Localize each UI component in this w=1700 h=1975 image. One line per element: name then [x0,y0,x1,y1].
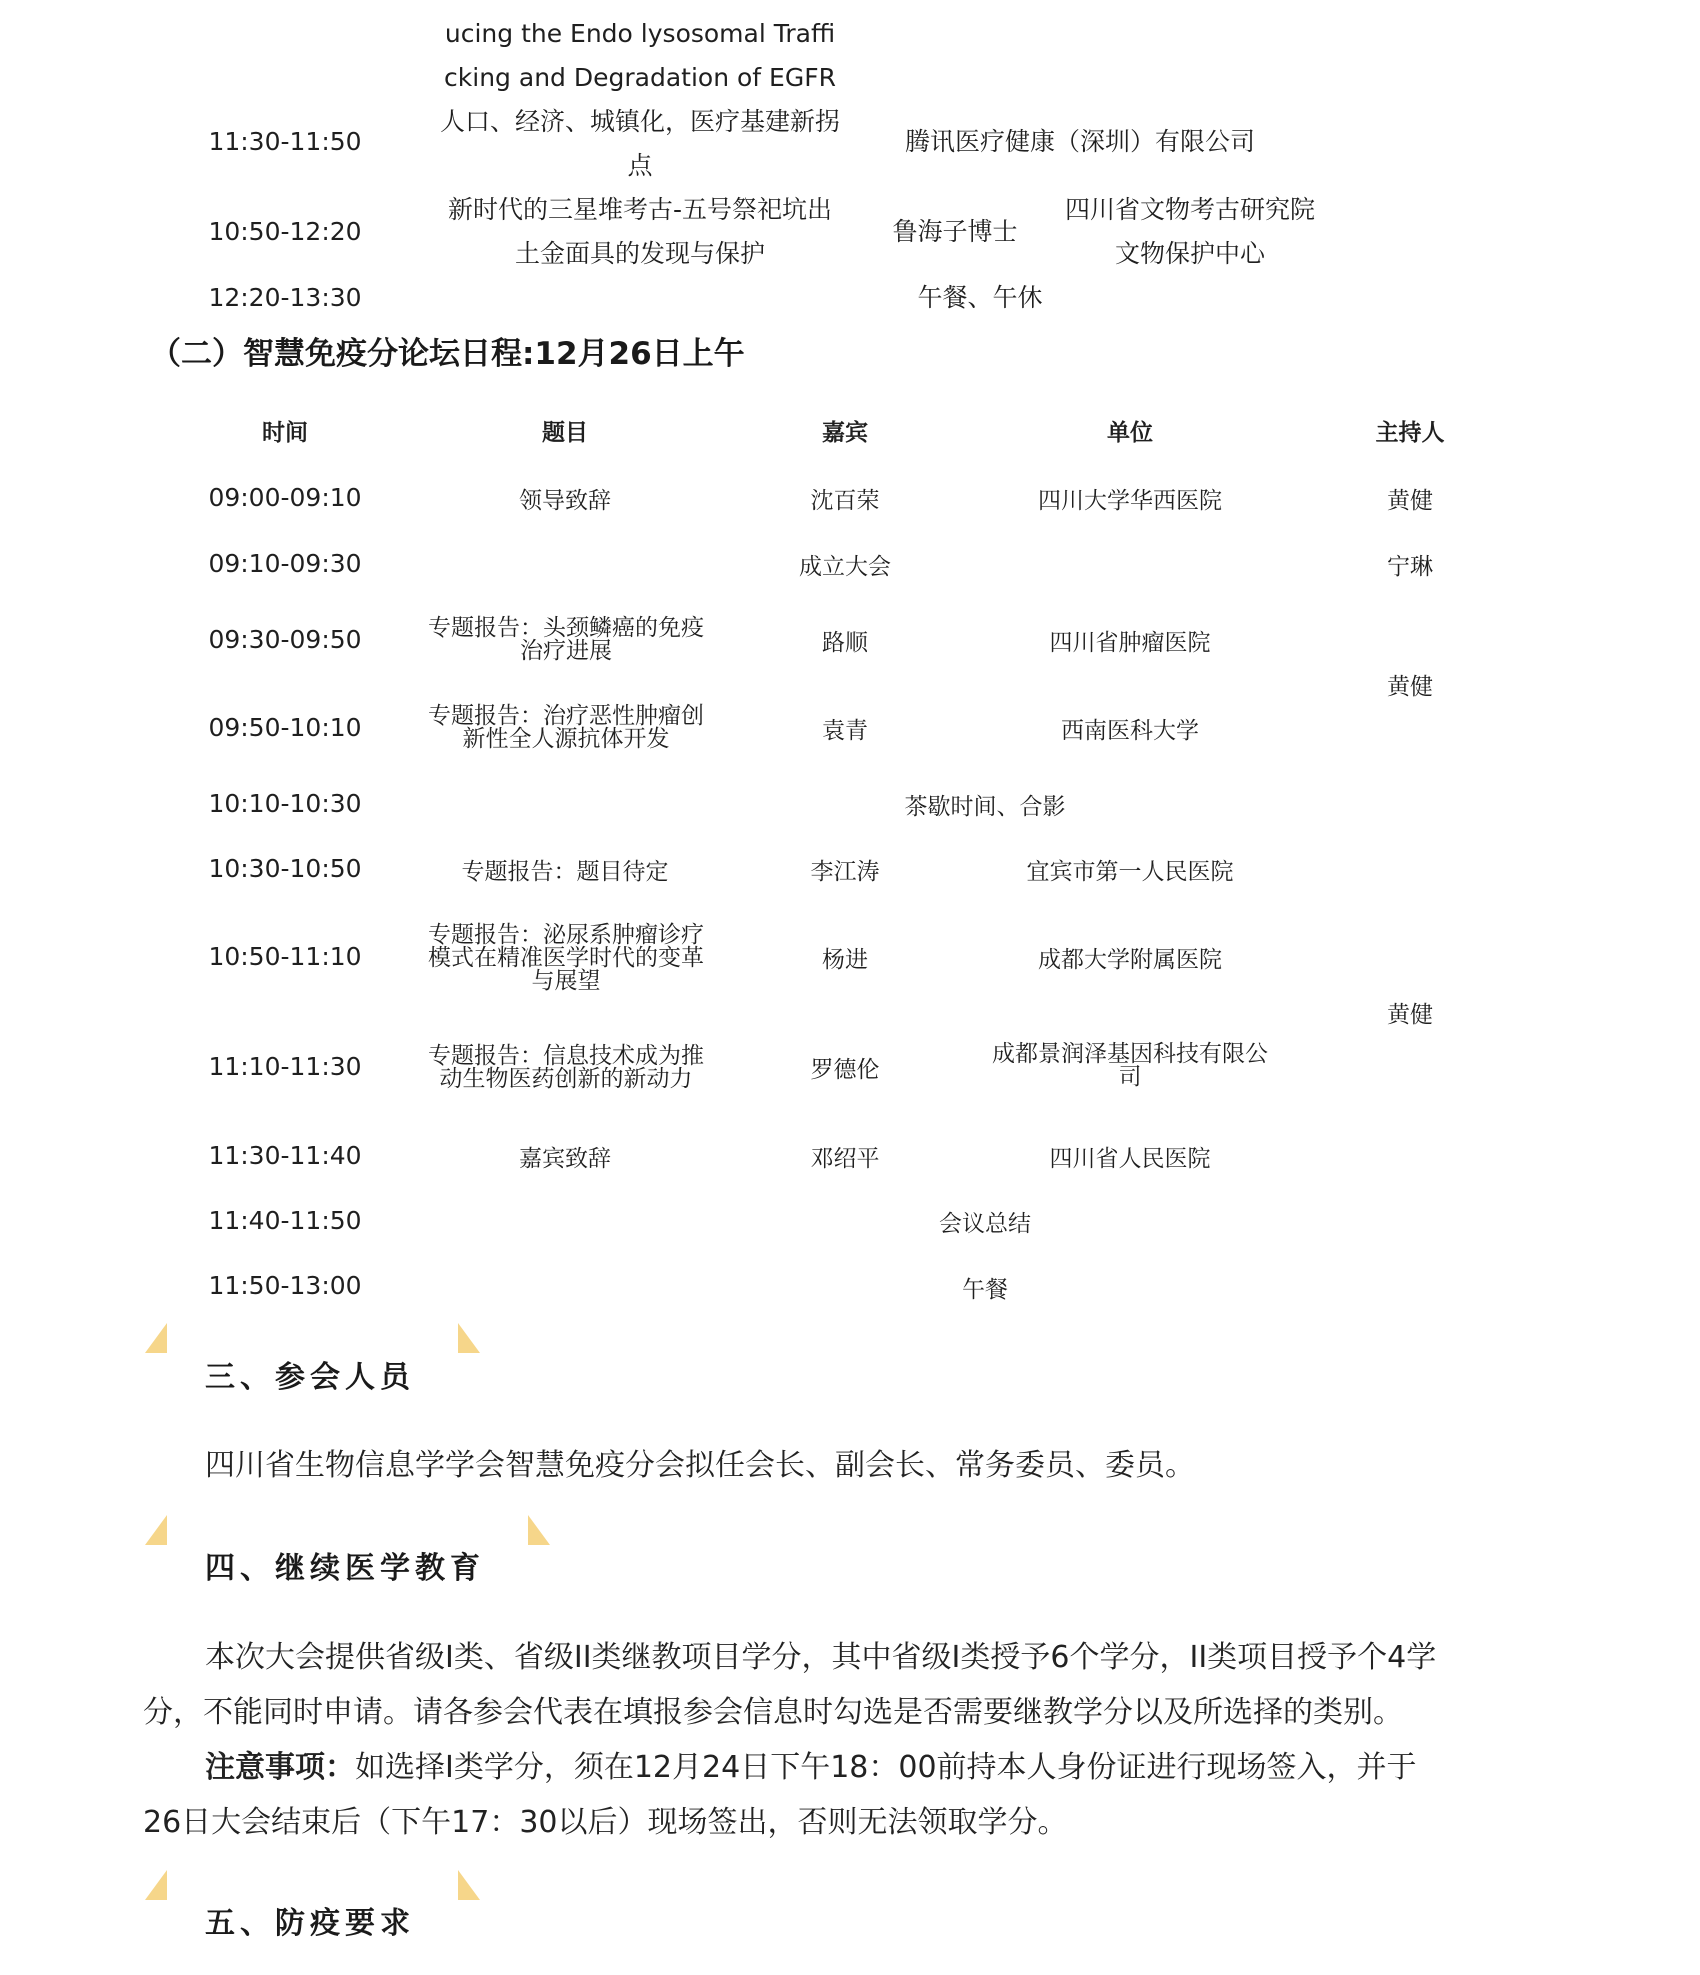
unit-cell: 四川省文物考古研究院 文物保护中心 [1064,195,1315,268]
guest-cell: 邓绍平 [810,1145,880,1172]
merged-cell: 午餐、午休 [917,283,1043,312]
unit-cell: 四川大学华西医院 [1038,487,1222,514]
topic-cell: 嘉宾致辞 [519,1145,611,1172]
guest-cell: 李江涛 [810,858,880,885]
topic-cell: 人口、经济、城镇化，医疗基建新拐 点 [439,107,840,180]
corner-triangle-left [145,1323,167,1353]
topic-cell: 专题报告：信息技术成为推动生物医药创新的新动力 [428,1043,704,1092]
topic-cell: ucing the Endo lysosomal Traffi cking and Degradation of EGFR [444,19,836,92]
time-cell: 09:10-09:30 [208,549,362,578]
guest-cell: 罗德伦 [810,1056,880,1083]
host-cell: 黄健 [1387,1001,1433,1028]
time-cell: 10:10-10:30 [208,789,362,818]
guest-cell: 沈百荣 [810,487,880,514]
host-cell: 宁琳 [1387,553,1433,580]
merged-cell: 会议总结 [939,1210,1031,1237]
header-unit: 单位 [1107,419,1153,446]
header-guest: 嘉宾 [822,419,868,446]
section-body-line: 本次大会提供省级I类、省级II类继教项目学分，其中省级I类授予6个学分，II类项目授予个4学 [205,1640,1437,1675]
unit-cell: 西南医科大学 [1061,717,1199,744]
note-label: 注意事项： [205,1750,355,1785]
corner-triangle-right [458,1870,480,1900]
time-cell: 11:10-11:30 [208,1052,362,1081]
time-cell: 11:30-11:50 [208,127,362,156]
time-cell: 09:00-09:10 [208,483,362,512]
time-cell: 11:40-11:50 [208,1206,362,1235]
merged-cell: 茶歇时间、合影 [904,793,1066,820]
topic-cell: 专题报告：治疗恶性肿瘤创新性全人源抗体开发 [428,703,704,752]
section-body-line: 分，不能同时申请。请各参会代表在填报参会信息时勾选是否需要继教学分以及所选择的类别。 [143,1695,1403,1730]
topic-cell: 专题报告：头颈鳞癌的免疫治疗进展 [428,615,704,664]
section-title: 五、防疫要求 [205,1906,415,1941]
guest-cell: 杨进 [822,946,868,973]
section-title: 四、继续医学教育 [205,1551,485,1586]
time-cell: 12:20-13:30 [208,283,362,312]
speaker-cell: 鲁海子博士 [892,217,1018,246]
time-cell: 11:30-11:40 [208,1141,362,1170]
merged-cell: 午餐 [962,1276,1008,1303]
time-cell: 10:50-12:20 [208,217,362,246]
corner-triangle-left [145,1515,167,1545]
time-cell: 11:50-13:00 [208,1271,362,1300]
time-cell: 09:50-10:10 [208,713,362,742]
topic-cell: 领导致辞 [519,487,611,514]
section-heading: （二）智慧免疫分论坛日程:12月26日上午 [150,336,745,372]
header-time: 时间 [262,419,308,446]
time-cell: 10:30-10:50 [208,854,362,883]
guest-cell: 袁青 [822,717,868,744]
corner-triangle-right [458,1323,480,1353]
unit-cell: 腾讯医疗健康（深圳）有限公司 [904,127,1255,156]
header-host: 主持人 [1375,419,1445,446]
section-title: 三、参会人员 [205,1360,415,1395]
unit-cell: 成都景润泽基因科技有限公司 [992,1041,1268,1090]
guest-cell: 成立大会 [799,553,891,580]
host-cell: 黄健 [1387,673,1433,700]
corner-triangle-right [528,1515,550,1545]
guest-cell: 路顺 [822,629,868,656]
host-cell: 黄健 [1387,487,1433,514]
note-line: 26日大会结束后（下午17：30以后）现场签出，否则无法领取学分。 [143,1805,1068,1840]
unit-cell: 宜宾市第一人民医院 [1026,858,1234,885]
unit-cell: 四川省肿瘤医院 [1049,629,1211,656]
note-line: 注意事项：如选择Ⅰ类学分，须在12月24日下午18：00前持本人身份证进行现场签入，并于 [205,1750,1417,1785]
topic-cell: 专题报告：泌尿系肿瘤诊疗模式在精准医学时代的变革与展望 [428,921,704,994]
header-topic: 题目 [542,419,588,446]
corner-triangle-left [145,1870,167,1900]
topic-cell: 专题报告：题目待定 [461,858,669,885]
time-cell: 09:30-09:50 [208,625,362,654]
topic-cell: 新时代的三星堆考古-五号祭祀坑出 土金面具的发现与保护 [447,195,833,268]
section-body: 四川省生物信息学学会智慧免疫分会拟任会长、副会长、常务委员、委员。 [205,1448,1195,1483]
unit-cell: 四川省人民医院 [1049,1145,1211,1172]
time-cell: 10:50-11:10 [208,942,362,971]
unit-cell: 成都大学附属医院 [1038,946,1222,973]
